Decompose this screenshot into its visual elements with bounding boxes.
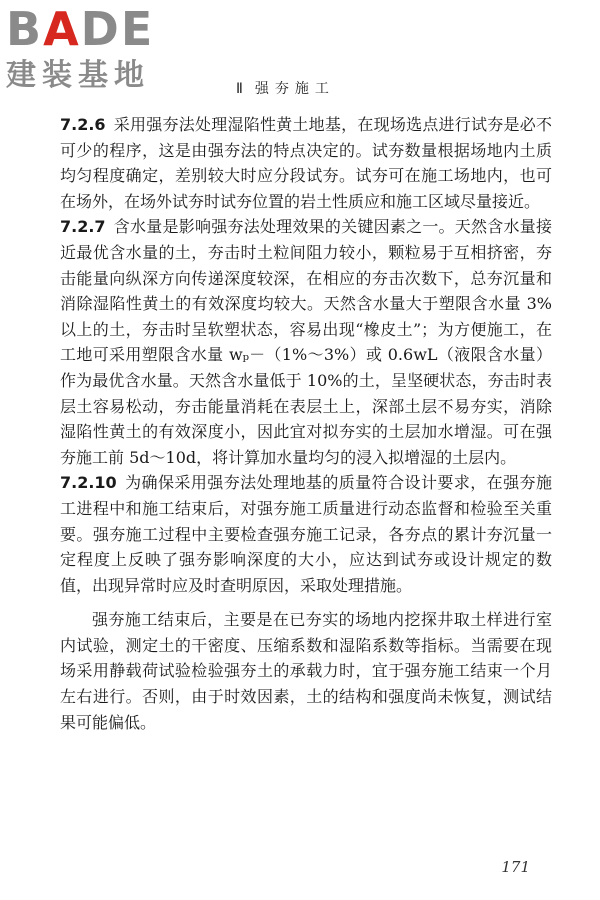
logo-letter-a: A <box>43 2 81 56</box>
clause-text: 含水量是影响强夯法处理效果的关键因素之一。天然含水量接近最优含水量的土，夯击时土粒间阻力较小，颗粒易于互相挤密，夯击能量向纵深方向传递深度较深，在相应的夯击次数下，总夯沉量和消除湿陷性黄土的有效深度均较大。天然含水量大于塑限含水量 3%以上的土，夯击时呈软塑状态，容易出现“橡皮土”；为方便施工，在工地可采用塑限含水量 wₚ－（1%～3%）或 0.6wL（液限含水量）作为最优含水量。天然含水量低于 10%的土，呈坚硬状态，夯击时表层土容易松动，夯击能量消耗在表层土上，深部土层不易夯实，消除湿陷性黄土的有效深度小，因此宜对拟夯实的土层加水增湿。可在强夯施工前 5d～10d，将计算加水量均匀的浸入拟增湿的土层内。 <box>60 217 552 467</box>
clause-7-2-6 <box>60 112 552 214</box>
running-header <box>236 78 335 98</box>
clause-7-2-10 <box>60 470 552 598</box>
logo-wordmark <box>6 2 176 56</box>
clause-7-2-7 <box>60 214 552 470</box>
logo-subtitle: 建装基地 <box>6 58 150 93</box>
clause-number: 7.2.10 <box>60 473 117 493</box>
brand-logo <box>6 2 176 94</box>
section-mark: Ⅱ <box>236 81 243 97</box>
logo-letters-de: DE <box>80 2 155 56</box>
logo-letter-b: B <box>6 2 44 56</box>
page-body <box>60 112 552 735</box>
clause-text: 为确保采用强夯法处理地基的质量符合设计要求，在强夯施工进程中和施工结束后，对强夯施工质量进行动态监督和检验至关重要。强夯施工过程中主要检查强夯施工记录，各夯点的累计夯沉量一定程度上反映了强夯影响深度的大小，应达到试夯或设计规定的数值，出现异常时应及时查明原因，采取处理措施。 <box>60 473 552 595</box>
page-number: 171 <box>501 858 530 876</box>
body-paragraph: 强夯施工结束后，主要是在已夯实的场地内挖探井取土样进行室内试验，测定土的干密度、压缩系数和湿陷系数等指标。当需要在现场采用静载荷试验检验强夯土的承载力时，宜于强夯施工结束一个月左右进行。否则，由于时效因素，土的结构和强度尚未恢复，测试结果可能偏低。 <box>60 610 552 732</box>
clause-number: 7.2.6 <box>60 115 106 134</box>
clause-number: 7.2.7 <box>60 217 106 237</box>
section-title: 强夯施工 <box>254 81 335 97</box>
clause-text: 采用强夯法处理湿陷性黄土地基，在现场选点进行试夯是必不可少的程序，这是由强夯法的特点决定的。试夯数量根据场地内土质均匀程度确定，差别较大时应分段试夯。试夯可在施工场地内，也可在场外，在场外试夯时试夯位置的岩土性质应和施工区域尽量接近。 <box>60 115 552 211</box>
